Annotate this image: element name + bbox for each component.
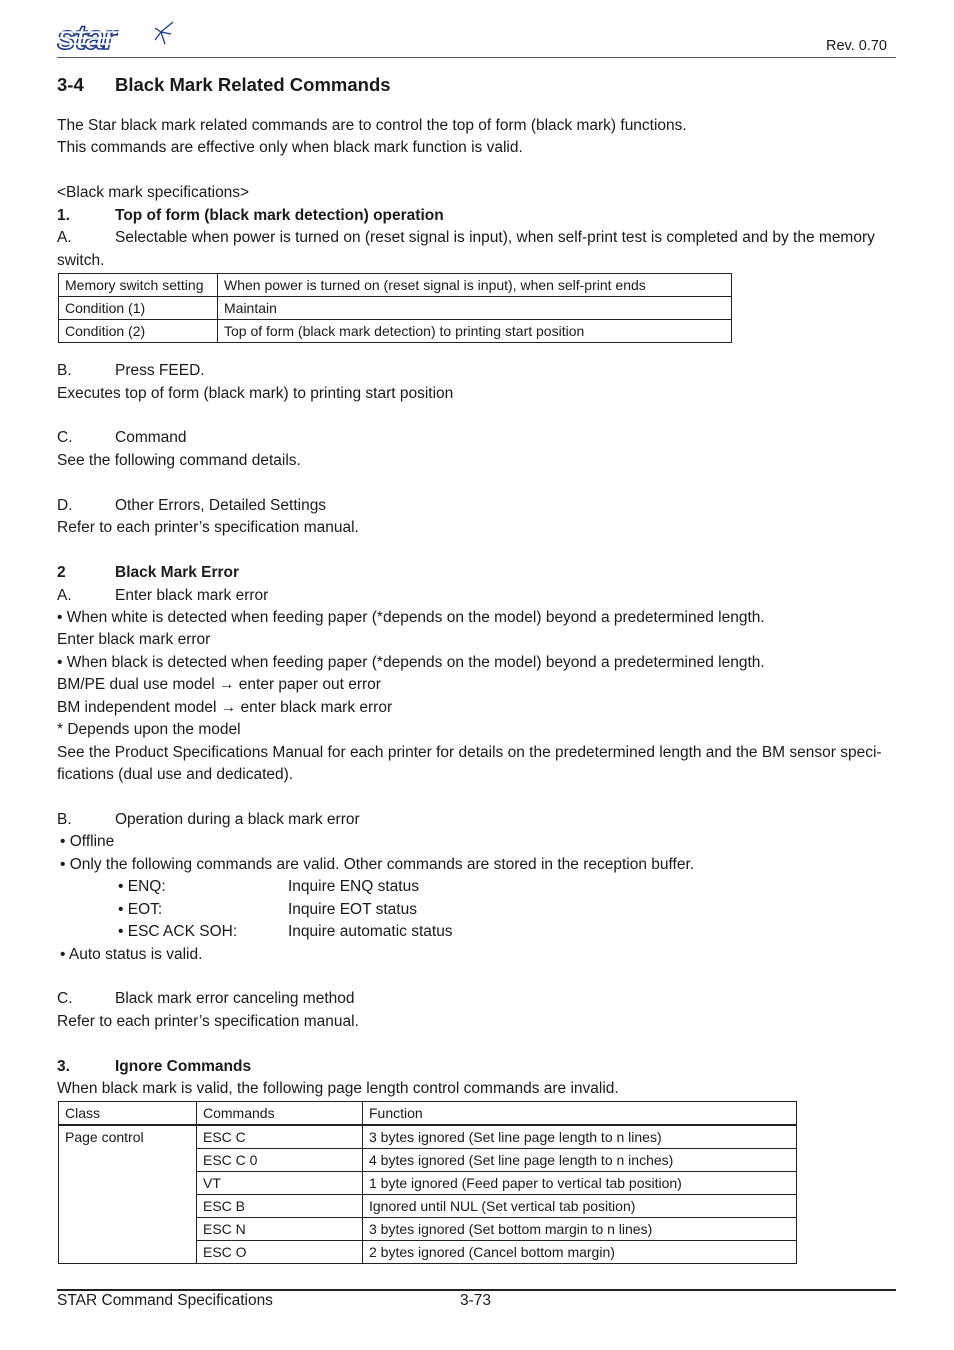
command-cell: ESC C 0 [197, 1149, 363, 1172]
header-divider [57, 57, 896, 58]
item2-b-text: Operation during a black mark error [115, 811, 360, 828]
command-desc: Inquire EOT status [288, 901, 417, 918]
spec-heading: <Black mark specifications> [57, 184, 250, 201]
command-name: • ESC ACK SOH: [118, 923, 238, 940]
footer-doc-title: STAR Command Specifications [57, 1292, 273, 1309]
command-desc: Inquire automatic status [288, 923, 453, 940]
header-function: Function [363, 1102, 797, 1126]
command-cell: VT [197, 1172, 363, 1195]
item2-b-label: B. [57, 811, 72, 828]
item1-c-detail: See the following command details. [57, 452, 301, 469]
class-cell: Page control [59, 1125, 197, 1264]
command-cell: ESC N [197, 1218, 363, 1241]
item1-b-label: B. [57, 362, 72, 379]
item2-a-label: A. [57, 587, 72, 604]
function-cell: 2 bytes ignored (Cancel bottom margin) [363, 1241, 797, 1264]
table-row [59, 274, 732, 297]
item1-b-text: Press FEED. [115, 362, 205, 379]
function-cell: Ignored until NUL (Set vertical tab position) [363, 1195, 797, 1218]
intro-line-1: The Star black mark related commands are to control the top of form (black mark) functions. [57, 117, 687, 134]
item2-a-text: Enter black mark error [115, 587, 269, 604]
item1-a-text: Selectable when power is turned on (reset signal is input), when self-print test is completed and by the memory [115, 229, 875, 246]
revision-label: Rev. 0.70 [826, 38, 887, 54]
item2-offline: • Offline [60, 833, 115, 850]
ignore-commands-table [58, 1101, 797, 1264]
item2-line: • When white is detected when feeding paper (*depends on the model) beyond a predetermined length. [57, 609, 765, 626]
item2-line: Enter black mark error [57, 631, 211, 648]
table-row [59, 320, 732, 343]
footer-divider [57, 1289, 896, 1291]
item1-c-text: Command [115, 429, 187, 446]
item3-title: Ignore Commands [115, 1058, 252, 1075]
section-title [57, 74, 391, 96]
function-cell: 1 byte ignored (Feed paper to vertical tab position) [363, 1172, 797, 1195]
item2-only-valid: • Only the following commands are valid. Other commands are stored in the reception buffer. [60, 856, 695, 873]
function-cell: 3 bytes ignored (Set line page length to n lines) [363, 1125, 797, 1149]
command-desc: Inquire ENQ status [288, 878, 419, 895]
item2-number: 2 [57, 564, 66, 581]
item2-auto-status: • Auto status is valid. [60, 946, 203, 963]
footer-page-number: 3-73 [460, 1292, 492, 1309]
item2-line: * Depends upon the model [57, 721, 241, 738]
intro-line-2: This commands are effective only when black mark function is valid. [57, 139, 523, 156]
table-cell: When power is turned on (reset signal is input), when self-print ends [218, 274, 732, 297]
table-cell: Maintain [218, 297, 732, 320]
item1-number: 1. [57, 207, 70, 224]
item1-c-label: C. [57, 429, 73, 446]
command-name: • EOT: [118, 901, 163, 918]
item2-title: Black Mark Error [115, 564, 240, 581]
item3-number: 3. [57, 1058, 70, 1075]
star-logo [57, 18, 175, 54]
header-commands: Commands [197, 1102, 363, 1126]
command-cell: ESC B [197, 1195, 363, 1218]
header-class: Class [59, 1102, 197, 1126]
command-cell: ESC O [197, 1241, 363, 1264]
function-cell: 4 bytes ignored (Set line page length to n inches) [363, 1149, 797, 1172]
table-cell: Condition (1) [59, 297, 218, 320]
item2-line: • When black is detected when feeding paper (*depends on the model) beyond a predetermined length. [57, 654, 765, 671]
item2-c-text: Black mark error canceling method [115, 990, 355, 1007]
table-header-row [59, 1102, 797, 1126]
function-cell: 3 bytes ignored (Set bottom margin to n lines) [363, 1218, 797, 1241]
item2-c-detail: Refer to each printer’s specification manual. [57, 1013, 359, 1030]
item3-intro: When black mark is valid, the following page length control commands are invalid. [57, 1080, 619, 1097]
item2-line: BM independent model → enter black mark error [57, 699, 393, 716]
item2-line: See the Product Specifications Manual for each printer for details on the predetermined length and the BM sensor speci- [57, 744, 882, 761]
table-row [59, 297, 732, 320]
memory-switch-table [58, 273, 732, 343]
section-title-text: Black Mark Related Commands [115, 74, 391, 95]
item1-d-label: D. [57, 497, 73, 514]
item2-line: BM/PE dual use model → enter paper out error [57, 676, 381, 693]
item1-b-detail: Executes top of form (black mark) to printing start position [57, 385, 454, 402]
table-cell: Condition (2) [59, 320, 218, 343]
section-number: 3-4 [57, 74, 84, 95]
command-cell: ESC C [197, 1125, 363, 1149]
item2-line: fications (dual use and dedicated). [57, 766, 294, 783]
item2-c-label: C. [57, 990, 73, 1007]
item1-a-label: A. [57, 229, 72, 246]
svg-text:star: star [57, 19, 116, 54]
item1-d-text: Other Errors, Detailed Settings [115, 497, 327, 514]
command-name: • ENQ: [118, 878, 166, 895]
table-cell: Memory switch setting [59, 274, 218, 297]
item1-d-detail: Refer to each printer’s specification manual. [57, 519, 359, 536]
item1-title: Top of form (black mark detection) operation [115, 207, 444, 224]
item1-a-text-cont: switch. [57, 252, 105, 269]
table-row [59, 1125, 797, 1149]
table-cell: Top of form (black mark detection) to printing start position [218, 320, 732, 343]
